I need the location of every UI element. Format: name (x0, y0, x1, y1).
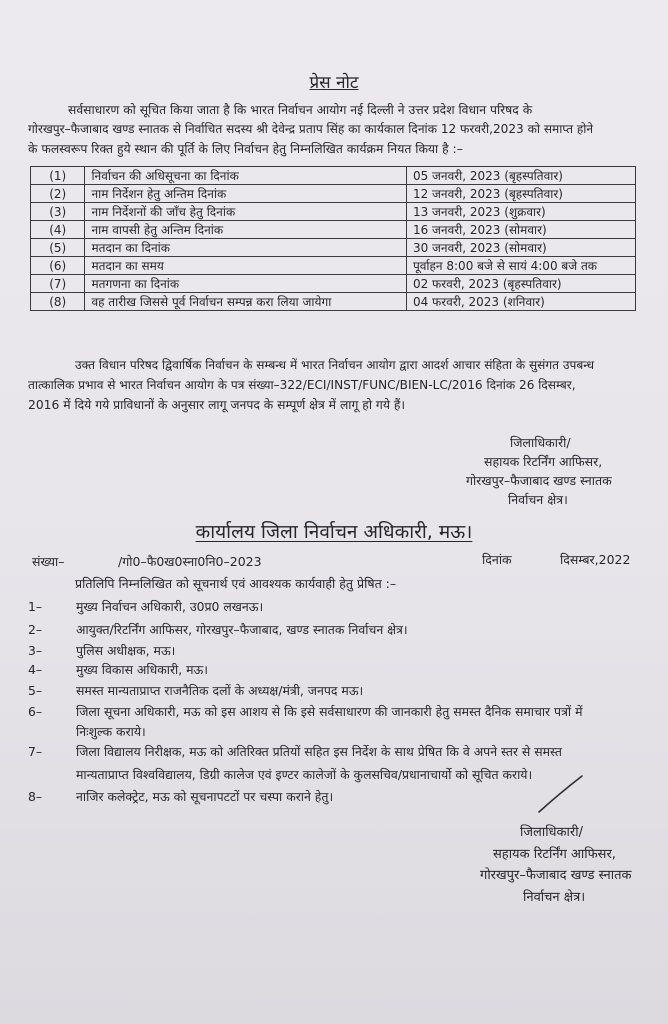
schedule-row (31, 239, 636, 257)
schedule-row (31, 203, 636, 221)
schedule-event: नाम निर्देशनों की जाँच हेतु दिनांक (85, 203, 407, 221)
schedule-num: (3) (31, 203, 85, 221)
intro-line-1: सर्वसाधारण को सूचित किया जाता है कि भारत निर्वाचन आयोग नई दिल्ली ने उत्तर प्रदेश विधान परिषद के (68, 103, 533, 117)
schedule-event: नाम निर्देशन हेतु अन्तिम दिनांक (85, 185, 407, 203)
copy-recipient: मुख्य निर्वाचन अधिकारी, उ0प्र0 लखनऊ। (76, 599, 264, 614)
schedule-date: 02 फरवरी, 2023 (बृहस्पतिवार) (406, 275, 635, 293)
schedule-event: मतगणना का दिनांक (85, 275, 407, 293)
intro-line-3: के फलस्वरूप रिक्त हुये स्थान की पूर्ति के लिए निर्वाचन हेतु निम्नलिखित कार्यक्रम नियत किया है :– (28, 142, 463, 156)
schedule-date: 30 जनवरी, 2023 (सोमवार) (406, 239, 635, 257)
schedule-row (31, 221, 636, 239)
schedule-num: (5) (31, 239, 85, 257)
signature-role: सहायक रिटर्निंग आफिसर, (493, 847, 616, 862)
copy-number: 3– (28, 643, 43, 658)
copy-intro: प्रतिलिपि निम्नलिखित को सूचनार्थ एवं आवश्यक कार्यवाही हेतु प्रेषित :– (75, 576, 397, 591)
signature-constituency: गोरखपुर–फैजाबाद खण्ड स्नातक (466, 473, 612, 488)
schedule-event: नाम वापसी हेतु अन्तिम दिनांक (85, 221, 407, 239)
copy-number: 2– (28, 622, 43, 637)
schedule-date: 13 जनवरी, 2023 (शुक्रवार) (406, 203, 635, 221)
date-value: दिसम्बर,2022 (560, 552, 631, 567)
schedule-date: 12 जनवरी, 2023 (बृहस्पतिवार) (406, 185, 635, 203)
copy-recipient: नाजिर कलेक्ट्रेट, मऊ को सूचनापटटों पर चस्पा कराने हेतु। (76, 789, 334, 804)
signature-designation: जिलाधिकारी/ (510, 435, 571, 450)
copy-number: 1– (28, 599, 43, 614)
signature-area: निर्वाचन क्षेत्र। (523, 890, 586, 905)
election-schedule-table (30, 166, 636, 311)
press-note-title: प्रेस नोट (309, 73, 359, 93)
signature-role: सहायक रिटर्निंग आफिसर, (484, 454, 603, 469)
body-line-2: तात्कालिक प्रभाव से भारत निर्वाचन आयोग के पत्र संख्या–322/ECI/INST/FUNC/BIEN-LC/2016 दिनांक 26 दिसम्बर, (28, 378, 576, 392)
copy-recipient: मुख्य विकास अधिकारी, मऊ। (76, 662, 208, 677)
copy-recipient: पुलिस अधीक्षक, मऊ। (76, 643, 176, 658)
copy-number: 4– (28, 662, 43, 677)
schedule-row (31, 275, 636, 293)
intro-line-2: गोरखपुर–फैजाबाद खण्ड स्नातक से निर्वाचित सदस्य श्री देवेन्द्र प्रताप सिंह का कार्यकाल दिनांक 12 फरवरी,2023 को समाप्त होने (28, 122, 594, 136)
schedule-num: (1) (31, 167, 85, 185)
body-line-1: उक्त विधान परिषद द्विवार्षिक निर्वाचन के सम्बन्ध में भारत निर्वाचन आयोग द्वारा आदर्श आचार संहिता के सुसंगत उपबन्ध (75, 358, 595, 372)
copy-number: 6– (28, 704, 43, 719)
schedule-date: 16 जनवरी, 2023 (सोमवार) (406, 221, 635, 239)
schedule-date: 05 जनवरी, 2023 (बृहस्पतिवार) (406, 167, 635, 185)
schedule-row (31, 185, 636, 203)
signature-constituency: गोरखपुर–फैजाबाद खण्ड स्नातक (480, 868, 632, 883)
schedule-date: पूर्वाहन 8:00 बजे से सायं 4:00 बजे तक (406, 257, 635, 275)
copy-recipient: आयुक्त/रिटर्निंग आफिसर, गोरखपुर–फैजाबाद, खण्ड स्नातक निर्वाचन क्षेत्र। (76, 622, 408, 637)
schedule-event: मतदान का समय (85, 257, 407, 275)
schedule-date: 04 फरवरी, 2023 (शनिवार) (406, 293, 635, 311)
schedule-row (31, 293, 636, 311)
schedule-num: (6) (31, 257, 85, 275)
date-label: दिनांक (482, 552, 512, 567)
copy-recipient-cont: मान्यताप्राप्त विश्वविद्यालय, डिग्री कालेज एवं इण्टर कालेजों के कुलसचिव/प्रधानाचार्यो को सूचित कराये। (76, 767, 533, 782)
schedule-row (31, 257, 636, 275)
schedule-event: निर्वाचन की अधिसूचना का दिनांक (85, 167, 407, 185)
office-title: कार्यालय जिला निर्वाचन अधिकारी, मऊ। (195, 521, 473, 543)
copy-recipient: जिला सूचना अधिकारी, मऊ को इस आशय से कि इसे सर्वसाधारण की जानकारी हेतु समस्त दैनिक समाचार पत्रों में (76, 704, 583, 719)
handwritten-signature (536, 772, 586, 816)
schedule-num: (4) (31, 221, 85, 239)
body-line-3: 2016 में दिये गये प्राविधानों के अनुसार लागू जनपद के सम्पूर्ण क्षेत्र में लागू हो गये हैं। (28, 398, 406, 412)
schedule-num: (8) (31, 293, 85, 311)
copy-recipient-cont: निःशुल्क कराये। (76, 724, 146, 739)
copy-number: 7– (28, 744, 43, 759)
schedule-num: (7) (31, 275, 85, 293)
copy-number: 5– (28, 683, 43, 698)
reference-number: /गो0–फै0ख0स्ना0नि0–2023 (118, 554, 262, 569)
schedule-event: वह तारीख जिससे पूर्व निर्वाचन सम्पन्न करा लिया जायेगा (85, 293, 407, 311)
copy-recipient: जिला विद्यालय निरीक्षक, मऊ को अतिरिक्त प्रतियों सहित इस निर्देश के साथ प्रेषित कि वे अपने स्तर से समस्त (76, 744, 562, 759)
reference-label: संख्या– (32, 554, 65, 569)
signature-designation: जिलाधिकारी/ (520, 825, 583, 840)
schedule-row (31, 167, 636, 185)
schedule-num: (2) (31, 185, 85, 203)
copy-recipient: समस्त मान्यताप्राप्त राजनैतिक दलों के अध्यक्ष/मंत्री, जनपद मऊ। (76, 683, 364, 698)
copy-number: 8– (28, 789, 43, 804)
signature-area: निर्वाचन क्षेत्र। (508, 492, 568, 507)
schedule-event: मतदान का दिनांक (85, 239, 407, 257)
